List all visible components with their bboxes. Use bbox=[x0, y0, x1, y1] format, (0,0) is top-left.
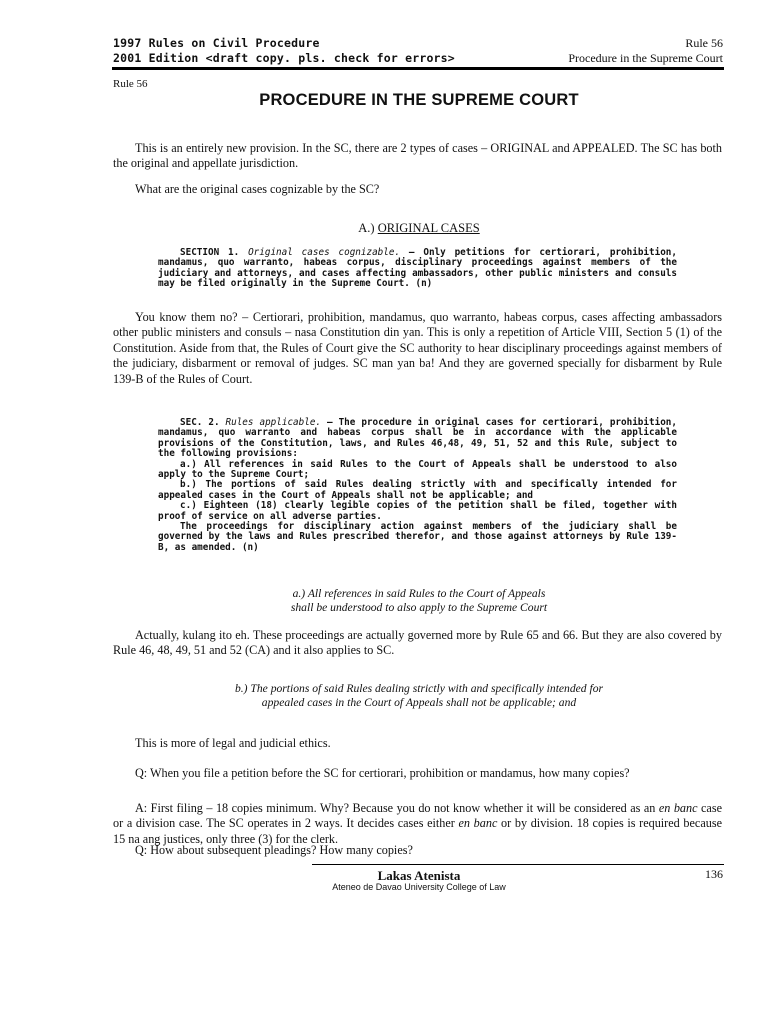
answer-1 bbox=[113, 801, 722, 847]
quote-a-line-1: a.) All references in said Rules to the Court of Appeals bbox=[292, 587, 546, 600]
intro-question: What are the original cases cognizable by the SC? bbox=[135, 182, 380, 196]
section-2-item-a: a.) All references in said Rules to the Court of Appeals shall be understood to also apply to the Supreme Court; bbox=[158, 458, 677, 481]
header-rule-number: Rule 56 bbox=[685, 36, 723, 50]
running-header-right bbox=[568, 36, 723, 66]
header-rule-title: Procedure in the Supreme Court bbox=[568, 51, 723, 65]
section-heading-title: ORIGINAL CASES bbox=[377, 221, 480, 235]
section-1-label: SECTION 1 bbox=[180, 247, 234, 258]
header-book-title: 1997 Rules on Civil Procedure bbox=[113, 36, 320, 50]
quote-item-b bbox=[113, 682, 725, 710]
section-2-closing: The proceedings for disciplinary action against members of the judiciary shall be governed by the laws and Rules prescribed therefor, and those against attorneys by Rule 139-B, as amended. (n) bbox=[158, 521, 677, 553]
section-2-caption: Rules applicable. bbox=[225, 417, 322, 428]
intro-paragraph: This is an entirely new provision. In the SC, there are 2 types of cases – ORIGINAL and APPEALED. The SC has both the original and appellate jurisdiction. bbox=[113, 141, 722, 171]
section-1-text: – Only petitions for certiorari, prohibition, mandamus, quo warranto, habeas corpus, disciplinary proceedings against members of the judiciary and attorneys, and cases affecting ambassadors, other public ministers and consuls may be filed originally in the Supreme Court. (n) bbox=[158, 247, 677, 290]
section-1-caption: Original cases cognizable. bbox=[248, 247, 401, 258]
header-divider bbox=[112, 67, 724, 70]
discussion-paragraph-1: You know them no? – Certiorari, prohibition, mandamus, quo warranto, habeas corpus, cases affecting ambassadors other public ministers and consuls – nasa Constitution din yan. This is only a repetition of Article VIII, Section 5 (1) of the Constitution. Aside from that, the Rules of Court give the SC authority to hear disciplinary proceedings against members of the judiciary, disbarment or removal of judges. SC man yan ba! And they are governed specially for disbarment by Rule 139-B of the Rules of Court. bbox=[113, 310, 722, 386]
answer-1-part-3: or by division. 18 copies is required because 15 na ang justices, only three (3) for the clerk. bbox=[113, 816, 722, 846]
question-2: Q: How about subsequent pleadings? How many copies? bbox=[135, 843, 413, 857]
rule-label: Rule 56 bbox=[113, 78, 148, 90]
answer-1-emphasis-1: en banc bbox=[658, 801, 698, 815]
footer-title: Lakas Atenista bbox=[377, 868, 461, 883]
codal-section-2: SEC. 2. Rules applicable. – The procedure in original cases for certiorari, prohibition, mandamus, quo warranto and habeas corpus shall be in accordance with the applicable provisions of the Constitution, laws, and Rules 46,48, 49, 51, 52 and this Rule, subject to the following provisions: a.) All references in said Rules to the Court of Appeals shall be understood to also apply to the Supreme Court; b.) The portions of said Rules dealing strictly with and specifically intended for appealed cases in the Court of Appeals shall not be applicable; and c.) Eighteen (18) clearly legible copies of the petition shall be filed, together with proof of service on all adverse parties. The proceedings for disciplinary action against members of the judiciary shall be governed by the laws and Rules prescribed therefor, and those against attorneys by Rule 139-B, as amended. (n) bbox=[158, 417, 677, 553]
page-title: PROCEDURE IN THE SUPREME COURT bbox=[259, 91, 579, 109]
section-2-label: SEC. 2 bbox=[180, 417, 214, 428]
question-1: Q: When you file a petition before the SC for certiorari, prohibition or mandamus, how many copies? bbox=[135, 766, 630, 780]
discussion-paragraph-2: Actually, kulang ito eh. These proceedings are actually governed more by Rule 65 and 66. But they are also covered by Rule 46, 48, 49, 51 and 52 (CA) and it also applies to SC. bbox=[113, 628, 722, 658]
answer-1-part-2: case or a division case. The SC operates in 2 ways. It decides cases either bbox=[113, 801, 722, 831]
quote-a-line-2: shall be understood to also apply to the Supreme Court bbox=[290, 601, 548, 614]
footer-subtitle: Ateneo de Davao University College of Law bbox=[332, 882, 506, 892]
quote-b-line-2: appealed cases in the Court of Appeals shall not be applicable; and bbox=[261, 696, 577, 709]
section-2-item-c: c.) Eighteen (18) clearly legible copies of the petition shall be filed, together with proof of service on all adverse parties. bbox=[158, 500, 677, 522]
quote-b-line-1: b.) The portions of said Rules dealing strictly with and specifically intended for bbox=[234, 682, 604, 695]
section-2-item-b: b.) The portions of said Rules dealing strictly with and specifically intended for appealed cases in the Court of Appeals shall not be applicable; and bbox=[158, 479, 677, 501]
section-heading-prefix: A.) bbox=[358, 221, 378, 235]
section-heading-original-cases bbox=[113, 221, 725, 236]
codal-section-1: SECTION 1. Original cases cognizable. – Only petitions for certiorari, prohibition, mandamus, quo warranto, habeas corpus, disciplinary proceedings against members of the judiciary and attorneys, and cases affecting ambassadors, other public ministers and consuls may be filed originally in the Supreme Court. (n) bbox=[158, 247, 677, 290]
running-header-left bbox=[113, 36, 455, 66]
section-2-text: – The procedure in original cases for certiorari, prohibition, mandamus, quo warranto and habeas corpus shall be in accordance with the applicable provisions of the Constitution, laws, and Rules 46,48, 49, 51, 52 and this Rule, subject to the following provisions: bbox=[158, 417, 677, 460]
answer-1-part-1: A: First filing – 18 copies minimum. Why? Because you do not know whether it will be considered as an bbox=[135, 801, 659, 815]
discussion-paragraph-3: This is more of legal and judicial ethics. bbox=[135, 736, 331, 750]
quote-item-a bbox=[113, 587, 725, 615]
footer-divider bbox=[312, 864, 724, 865]
page-number: 136 bbox=[705, 867, 723, 881]
header-edition: 2001 Edition <draft copy. pls. check for errors> bbox=[113, 51, 455, 65]
answer-1-emphasis-2: en banc bbox=[458, 816, 498, 831]
